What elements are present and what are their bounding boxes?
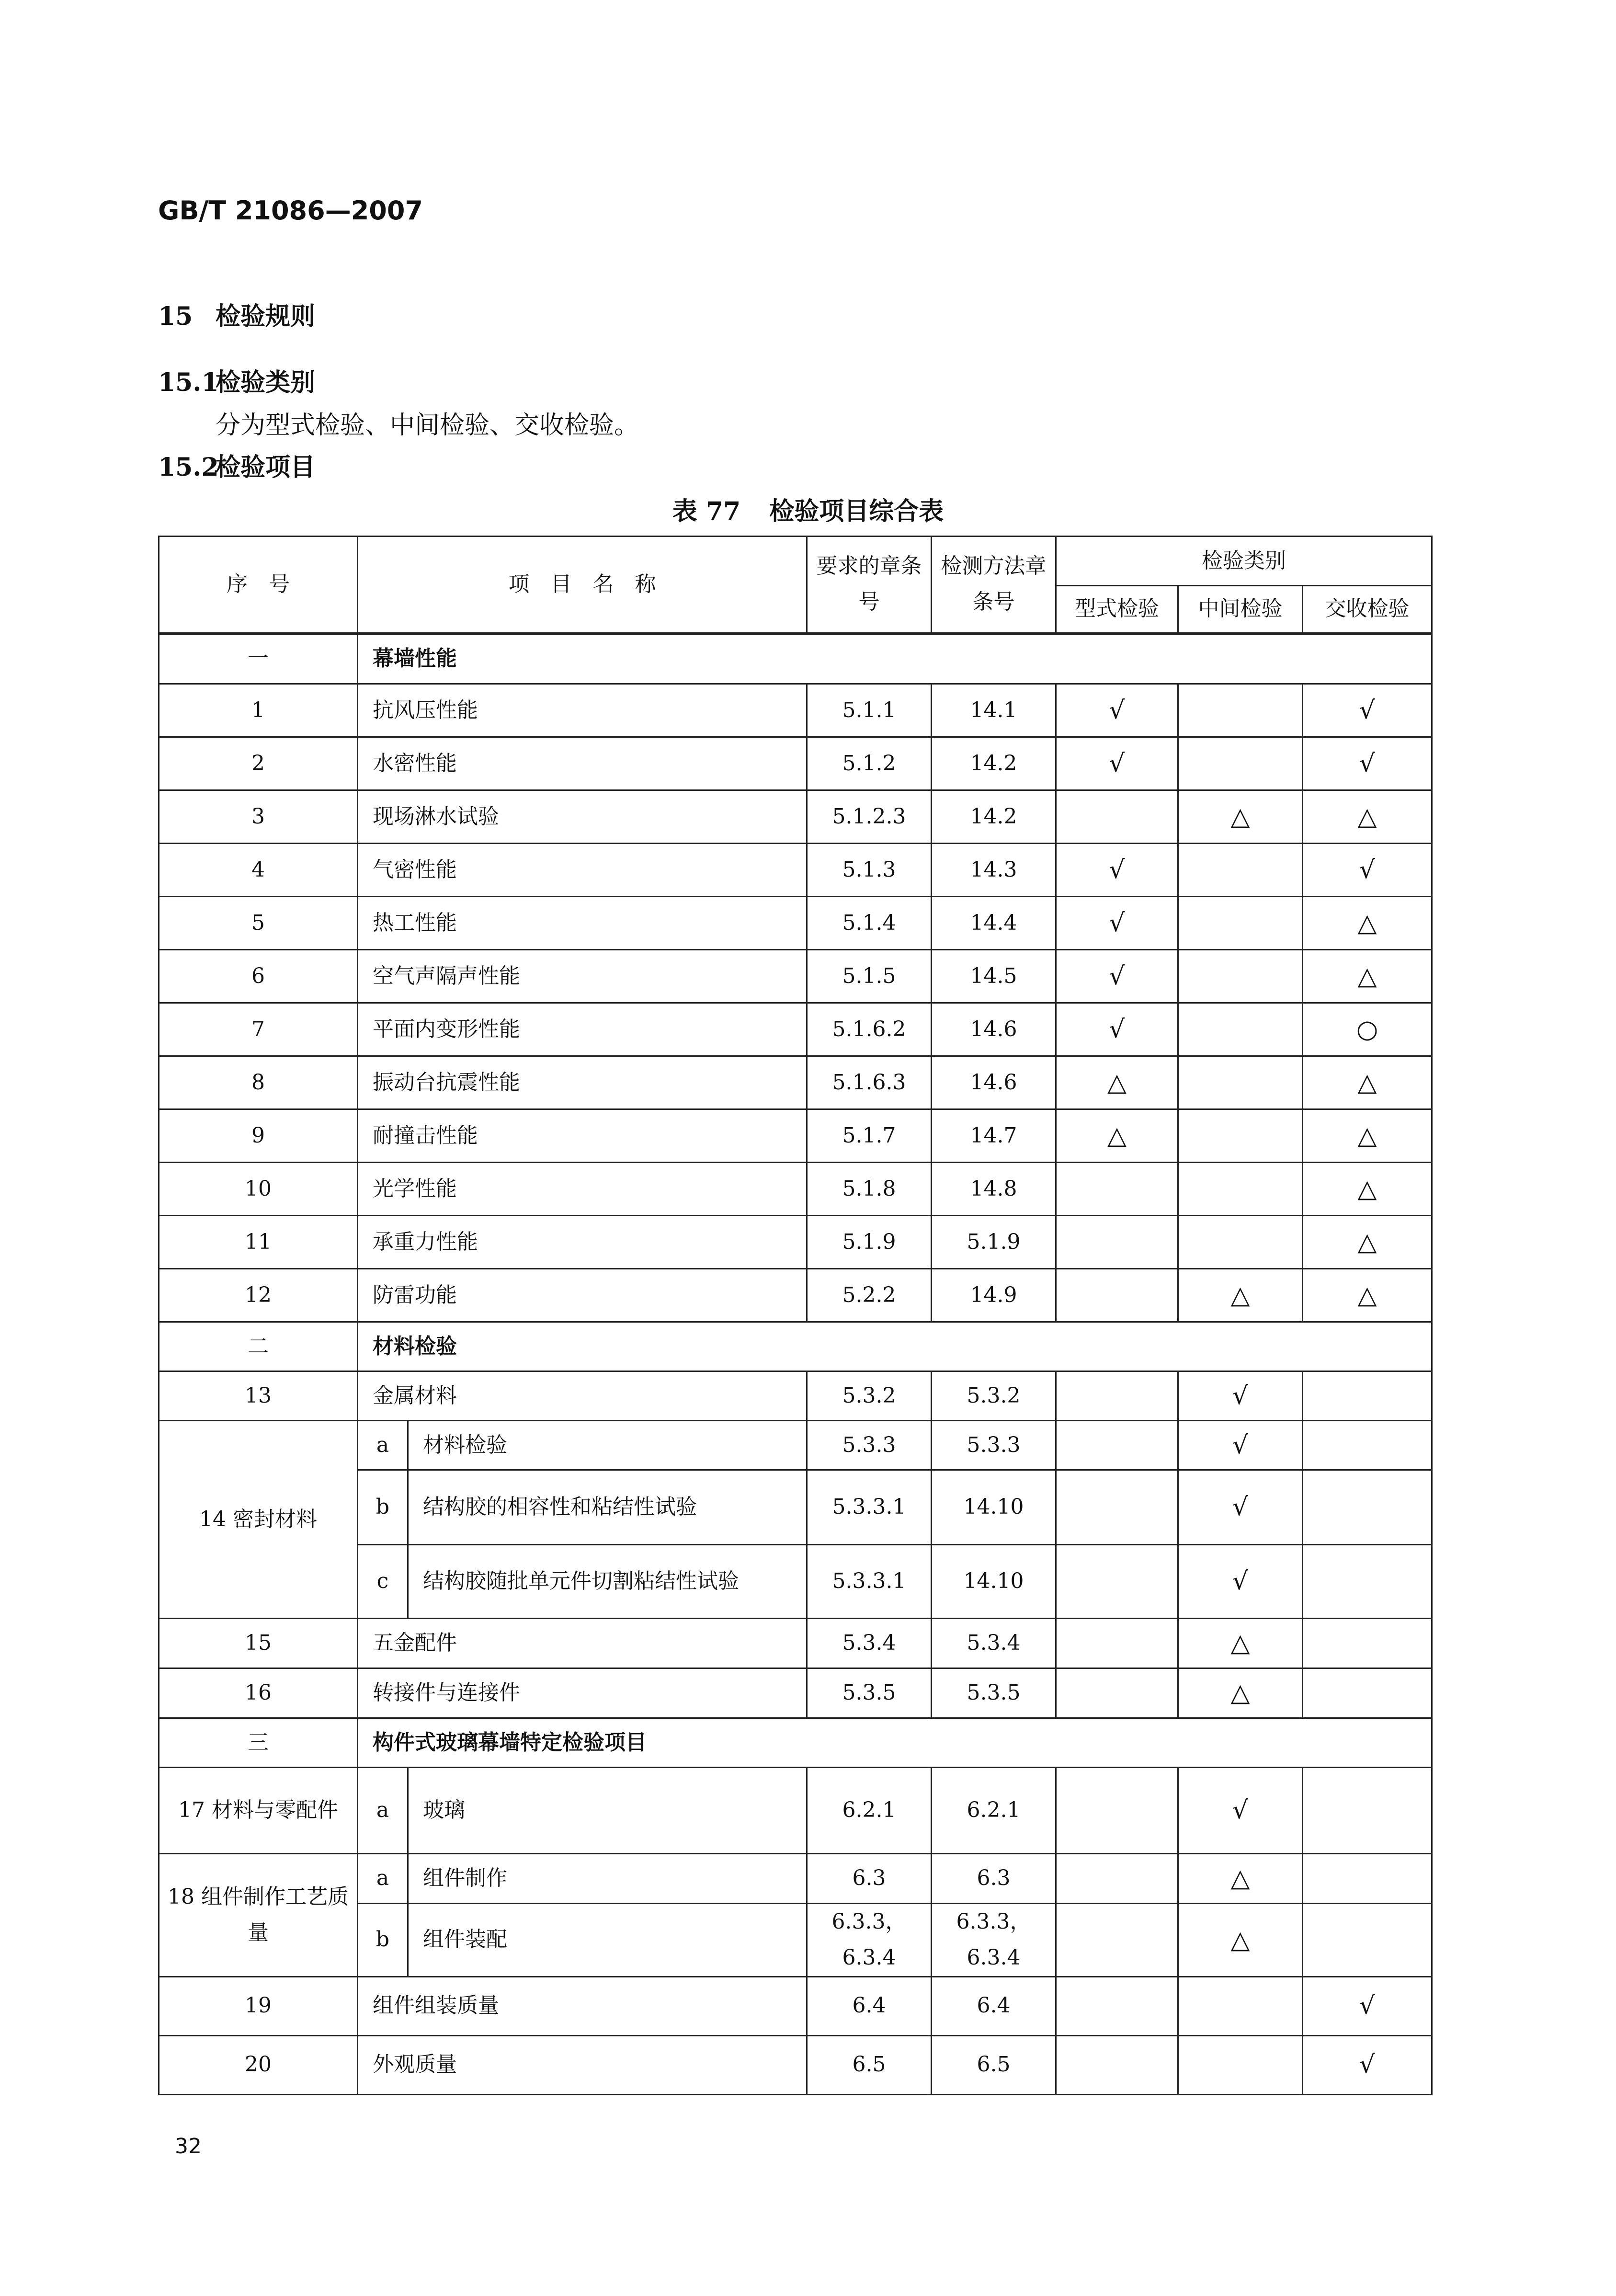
type-test-mark <box>1056 1470 1178 1545</box>
acceptance-test-mark <box>1303 1619 1432 1668</box>
table-header-row <box>159 537 1432 586</box>
item-name: 振动台抗震性能 <box>358 1056 807 1109</box>
section-row <box>159 1322 1432 1371</box>
item-seq: 1 <box>159 684 358 737</box>
type-test-mark <box>1056 1163 1178 1216</box>
sub-item-letter: b <box>358 1904 408 1977</box>
requirement-clause: 5.1.2 <box>807 737 932 790</box>
acceptance-test-mark: √ <box>1303 2035 1432 2094</box>
method-clause: 14.9 <box>932 1269 1056 1322</box>
requirement-clause: 5.1.5 <box>807 950 932 1003</box>
method-clause: 14.3 <box>932 844 1056 897</box>
type-test-mark <box>1056 1854 1178 1904</box>
type-test-mark: √ <box>1056 844 1178 897</box>
intermediate-test-mark: △ <box>1178 1854 1303 1904</box>
item-name: 组件组装质量 <box>358 1976 807 2035</box>
method-clause: 6.4 <box>932 1976 1056 2035</box>
intermediate-test-mark <box>1178 844 1303 897</box>
table-row <box>159 844 1432 897</box>
item-seq: 20 <box>159 2035 358 2094</box>
requirement-clause: 5.1.2.3 <box>807 790 932 844</box>
intermediate-test-mark <box>1178 1163 1303 1216</box>
table-title: 检验项目综合表 <box>769 497 944 526</box>
subsection-title: 检验类别 <box>216 368 316 397</box>
item-name: 材料检验 <box>408 1421 807 1470</box>
acceptance-test-mark <box>1303 1545 1432 1619</box>
item-seq: 19 <box>159 1976 358 2035</box>
table-row <box>159 1976 1432 2035</box>
intermediate-test-mark <box>1178 1109 1303 1163</box>
item-seq: 13 <box>159 1371 358 1421</box>
section-heading <box>158 296 315 332</box>
method-clause: 14.1 <box>932 684 1056 737</box>
item-name: 转接件与连接件 <box>358 1668 807 1718</box>
type-test-mark: √ <box>1056 684 1178 737</box>
acceptance-test-mark: △ <box>1303 1109 1432 1163</box>
intermediate-test-mark: △ <box>1178 1619 1303 1668</box>
type-test-mark: √ <box>1056 950 1178 1003</box>
requirement-clause: 5.3.4 <box>807 1619 932 1668</box>
requirement-clause: 5.1.4 <box>807 897 932 950</box>
table-row <box>159 684 1432 737</box>
table-row <box>159 1269 1432 1322</box>
item-seq: 2 <box>159 737 358 790</box>
type-test-mark <box>1056 1904 1178 1977</box>
method-clause: 14.2 <box>932 790 1056 844</box>
section-title: 材料检验 <box>358 1322 1432 1371</box>
subsection-heading-1 <box>158 362 315 398</box>
section-title: 幕墙性能 <box>358 634 1432 684</box>
item-name: 防雷功能 <box>358 1269 807 1322</box>
item-name: 热工性能 <box>358 897 807 950</box>
method-clause: 14.6 <box>932 1056 1056 1109</box>
item-name: 组件装配 <box>408 1904 807 1977</box>
item-name: 金属材料 <box>358 1371 807 1421</box>
intermediate-test-mark: △ <box>1178 1904 1303 1977</box>
section-title: 检验规则 <box>216 302 316 331</box>
method-clause: 5.3.5 <box>932 1668 1056 1718</box>
item-seq: 12 <box>159 1269 358 1322</box>
section-seq: 二 <box>159 1322 358 1371</box>
acceptance-test-mark: △ <box>1303 950 1432 1003</box>
method-clause: 14.5 <box>932 950 1056 1003</box>
intermediate-test-mark <box>1178 684 1303 737</box>
method-clause: 14.10 <box>932 1545 1056 1619</box>
table-row <box>159 1216 1432 1269</box>
requirement-clause: 5.1.6.2 <box>807 1003 932 1056</box>
item-seq: 9 <box>159 1109 358 1163</box>
acceptance-test-mark: √ <box>1303 737 1432 790</box>
sub-item-letter: a <box>358 1854 408 1904</box>
intermediate-test-mark: √ <box>1178 1545 1303 1619</box>
table-row <box>159 1371 1432 1421</box>
item-name: 平面内变形性能 <box>358 1003 807 1056</box>
table-caption <box>0 491 1616 527</box>
header-type-test: 型式检验 <box>1056 586 1178 634</box>
item-name: 承重力性能 <box>358 1216 807 1269</box>
header-seq: 序 号 <box>159 537 358 634</box>
item-seq: 11 <box>159 1216 358 1269</box>
header-inspection-category: 检验类别 <box>1056 537 1432 586</box>
section-seq: 一 <box>159 634 358 684</box>
page-number: 32 <box>175 2134 202 2159</box>
method-clause: 14.6 <box>932 1003 1056 1056</box>
requirement-clause: 6.2.1 <box>807 1768 932 1854</box>
item-seq: 16 <box>159 1668 358 1718</box>
sub-item-letter: a <box>358 1768 408 1854</box>
type-test-mark <box>1056 1768 1178 1854</box>
acceptance-test-mark: √ <box>1303 844 1432 897</box>
table-row <box>159 950 1432 1003</box>
intermediate-test-mark: √ <box>1178 1421 1303 1470</box>
type-test-mark <box>1056 2035 1178 2094</box>
requirement-clause: 5.1.1 <box>807 684 932 737</box>
acceptance-test-mark: △ <box>1303 897 1432 950</box>
header-intermediate-test: 中间检验 <box>1178 586 1303 634</box>
type-test-mark <box>1056 1216 1178 1269</box>
type-test-mark: △ <box>1056 1109 1178 1163</box>
requirement-clause: 5.3.3.1 <box>807 1470 932 1545</box>
method-clause: 14.7 <box>932 1109 1056 1163</box>
standard-code: GB/T 21086—2007 <box>158 195 423 226</box>
requirement-clause: 6.5 <box>807 2035 932 2094</box>
method-clause: 14.2 <box>932 737 1056 790</box>
subsection-heading-2 <box>158 447 315 483</box>
item-name: 耐撞击性能 <box>358 1109 807 1163</box>
method-clause: 5.3.3 <box>932 1421 1056 1470</box>
intermediate-test-mark <box>1178 737 1303 790</box>
header-item-name: 项 目 名 称 <box>358 537 807 634</box>
acceptance-test-mark: △ <box>1303 1216 1432 1269</box>
method-clause: 14.8 <box>932 1163 1056 1216</box>
acceptance-test-mark: △ <box>1303 790 1432 844</box>
acceptance-test-mark <box>1303 1904 1432 1977</box>
item-seq: 8 <box>159 1056 358 1109</box>
type-test-mark: √ <box>1056 897 1178 950</box>
intermediate-test-mark: △ <box>1178 1668 1303 1718</box>
type-test-mark: √ <box>1056 1003 1178 1056</box>
type-test-mark <box>1056 1976 1178 2035</box>
type-test-mark <box>1056 790 1178 844</box>
item-seq: 6 <box>159 950 358 1003</box>
acceptance-test-mark <box>1303 1668 1432 1718</box>
method-clause: 6.5 <box>932 2035 1056 2094</box>
table-row <box>159 737 1432 790</box>
requirement-clause: 5.3.3 <box>807 1421 932 1470</box>
method-clause: 6.3.3，6.3.4 <box>932 1904 1056 1977</box>
acceptance-test-mark <box>1303 1854 1432 1904</box>
item-name: 组件制作 <box>408 1854 807 1904</box>
method-clause: 6.3 <box>932 1854 1056 1904</box>
intermediate-test-mark <box>1178 2035 1303 2094</box>
requirement-clause: 5.2.2 <box>807 1269 932 1322</box>
requirement-clause: 6.3.3，6.3.4 <box>807 1904 932 1977</box>
item-name: 外观质量 <box>358 2035 807 2094</box>
item-name: 五金配件 <box>358 1619 807 1668</box>
type-test-mark: √ <box>1056 737 1178 790</box>
table-row <box>159 1668 1432 1718</box>
table-row <box>159 1163 1432 1216</box>
intermediate-test-mark <box>1178 950 1303 1003</box>
item-name: 玻璃 <box>408 1768 807 1854</box>
header-method-clause: 检测方法章条号 <box>932 537 1056 634</box>
method-clause: 14.10 <box>932 1470 1056 1545</box>
item-name: 水密性能 <box>358 737 807 790</box>
item-seq: 3 <box>159 790 358 844</box>
subsection-number: 15.2 <box>158 453 219 482</box>
item-seq: 15 <box>159 1619 358 1668</box>
method-clause: 6.2.1 <box>932 1768 1056 1854</box>
section-row <box>159 1718 1432 1768</box>
method-clause: 5.3.2 <box>932 1371 1056 1421</box>
intermediate-test-mark: √ <box>1178 1371 1303 1421</box>
item-name: 抗风压性能 <box>358 684 807 737</box>
item-name: 结构胶随批单元件切割粘结性试验 <box>408 1545 807 1619</box>
table-row <box>159 1056 1432 1109</box>
acceptance-test-mark <box>1303 1371 1432 1421</box>
intermediate-test-mark <box>1178 1976 1303 2035</box>
sub-item-letter: a <box>358 1421 408 1470</box>
acceptance-test-mark <box>1303 1421 1432 1470</box>
acceptance-test-mark: √ <box>1303 684 1432 737</box>
item-name: 光学性能 <box>358 1163 807 1216</box>
type-test-mark: △ <box>1056 1056 1178 1109</box>
acceptance-test-mark <box>1303 1768 1432 1854</box>
table-label: 表 77 <box>672 497 741 526</box>
requirement-clause: 5.1.6.3 <box>807 1056 932 1109</box>
requirement-clause: 5.1.3 <box>807 844 932 897</box>
intermediate-test-mark <box>1178 1003 1303 1056</box>
subsection-number: 15.1 <box>158 368 219 397</box>
type-test-mark <box>1056 1668 1178 1718</box>
item-name: 结构胶的相容性和粘结性试验 <box>408 1470 807 1545</box>
requirement-clause: 5.3.5 <box>807 1668 932 1718</box>
sub-item-letter: b <box>358 1470 408 1545</box>
acceptance-test-mark: △ <box>1303 1163 1432 1216</box>
acceptance-test-mark <box>1303 1470 1432 1545</box>
table-row <box>159 897 1432 950</box>
item-name: 现场淋水试验 <box>358 790 807 844</box>
requirement-clause: 5.1.7 <box>807 1109 932 1163</box>
group-label: 14 密封材料 <box>159 1421 358 1619</box>
acceptance-test-mark: ○ <box>1303 1003 1432 1056</box>
type-test-mark <box>1056 1545 1178 1619</box>
type-test-mark <box>1056 1371 1178 1421</box>
acceptance-test-mark: √ <box>1303 1976 1432 2035</box>
method-clause: 5.1.9 <box>932 1216 1056 1269</box>
subsection-body: 分为型式检验、中间检验、交收检验。 <box>216 411 639 440</box>
header-acceptance-test: 交收检验 <box>1303 586 1432 634</box>
acceptance-test-mark: △ <box>1303 1269 1432 1322</box>
intermediate-test-mark: √ <box>1178 1470 1303 1545</box>
table-row <box>159 1109 1432 1163</box>
requirement-clause: 5.3.3.1 <box>807 1545 932 1619</box>
method-clause: 14.4 <box>932 897 1056 950</box>
item-seq: 10 <box>159 1163 358 1216</box>
inspection-items-table <box>158 536 1433 2095</box>
table-row <box>159 1619 1432 1668</box>
section-seq: 三 <box>159 1718 358 1768</box>
intermediate-test-mark <box>1178 1216 1303 1269</box>
sub-item-letter: c <box>358 1545 408 1619</box>
group-label: 17 材料与零配件 <box>159 1768 358 1854</box>
header-requirement-clause: 要求的章条号 <box>807 537 932 634</box>
type-test-mark <box>1056 1619 1178 1668</box>
section-title: 构件式玻璃幕墙特定检验项目 <box>358 1718 1432 1768</box>
item-seq: 5 <box>159 897 358 950</box>
acceptance-test-mark: △ <box>1303 1056 1432 1109</box>
section-number: 15 <box>158 302 193 331</box>
table-row <box>159 1854 1432 1904</box>
section-row <box>159 634 1432 684</box>
item-seq: 4 <box>159 844 358 897</box>
type-test-mark <box>1056 1421 1178 1470</box>
item-seq: 7 <box>159 1003 358 1056</box>
item-name: 气密性能 <box>358 844 807 897</box>
requirement-clause: 5.1.8 <box>807 1163 932 1216</box>
requirement-clause: 6.4 <box>807 1976 932 2035</box>
table-row <box>159 790 1432 844</box>
table-row <box>159 1003 1432 1056</box>
item-name: 空气声隔声性能 <box>358 950 807 1003</box>
table-row <box>159 1421 1432 1470</box>
intermediate-test-mark: √ <box>1178 1768 1303 1854</box>
type-test-mark <box>1056 1269 1178 1322</box>
group-label: 18 组件制作工艺质量 <box>159 1854 358 1977</box>
requirement-clause: 5.1.9 <box>807 1216 932 1269</box>
intermediate-test-mark <box>1178 1056 1303 1109</box>
intermediate-test-mark: △ <box>1178 790 1303 844</box>
method-clause: 5.3.4 <box>932 1619 1056 1668</box>
intermediate-test-mark <box>1178 897 1303 950</box>
table-row <box>159 2035 1432 2094</box>
requirement-clause: 5.3.2 <box>807 1371 932 1421</box>
subsection-title: 检验项目 <box>216 453 316 482</box>
intermediate-test-mark: △ <box>1178 1269 1303 1322</box>
requirement-clause: 6.3 <box>807 1854 932 1904</box>
table-row <box>159 1768 1432 1854</box>
